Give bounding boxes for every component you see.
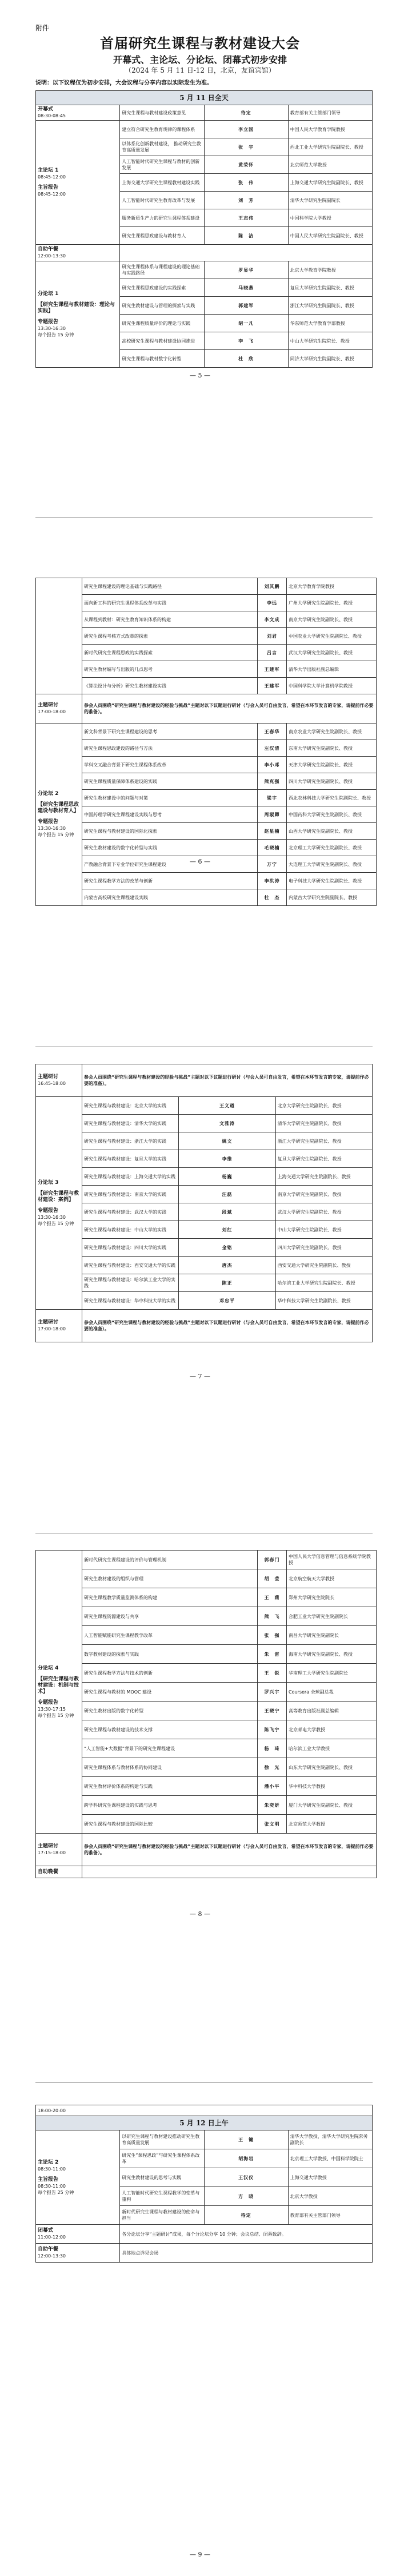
speaker-name: 郭春门 (258, 1551, 287, 1569)
session-label-cell: 分论坛 4 【研究生课程与教材建设：机制与技术】 专题报告 13:30-17:15 每个报告 15 分钟 (36, 1551, 82, 1834)
speaker-affiliation: 电子科技大学研究生院副院长、教授 (287, 873, 377, 889)
speaker-affiliation: 南昌大学研究生院副院长 (287, 1626, 377, 1645)
speaker-name: 李文成 (258, 611, 287, 628)
agenda-row (36, 1257, 373, 1274)
agenda-topic: 研究生课程与教材数字化转型 (120, 350, 204, 368)
speaker-name: 毛晓楠 (258, 840, 287, 856)
agenda-topic: 研究生课程资源建设与共享 (82, 1607, 258, 1626)
agenda-topic: 研究生“课程思政”与研究生课程体系改革 (120, 2149, 204, 2168)
page-number-5: — 5 — (190, 372, 210, 379)
speaker-affiliation: 中国药科大学研究生院副院长、教授 (287, 806, 377, 823)
agenda-row (36, 661, 377, 678)
agenda-row (36, 1569, 377, 1588)
agenda-row (36, 645, 377, 661)
p7-talk2-text: 参会人员围绕“研究生课程与教材建设的经验与挑战”主题对以下议题进行研讨（与会人员可自由发言，希望在本环节发言的专家，请提前作必要的准备）。 (82, 1310, 373, 1342)
agenda-topic: 新时代研究生课程思政的实践探索 (82, 645, 258, 661)
speaker-name: 姚文 (179, 1132, 275, 1150)
agenda-row (36, 1551, 377, 1569)
speaker-affiliation: 中国农业大学研究生院副院长、教授 (287, 628, 377, 645)
speaker-name: 杜 杰 (258, 889, 287, 906)
agenda-row (36, 1607, 377, 1626)
agenda-row (36, 790, 377, 806)
speaker-name: 邓忠平 (179, 1292, 275, 1310)
speaker-affiliation: 教育部有关主管部门领导 (288, 2206, 372, 2225)
agenda-row (36, 1720, 377, 1739)
agenda-topic: 《算法设计与分析》研究生教材建设实践 (82, 678, 258, 694)
agenda-note: 说明：以下议程仅为初步安排，大会议程与分享内容以实际发生为准。 (35, 80, 213, 86)
speaker-name: 胡一凡 (204, 315, 288, 332)
speaker-affiliation: 上海交通大学研究生院副院长、教授 (275, 1168, 372, 1186)
speaker-affiliation: 高等教育出版社副总编辑 (287, 1702, 377, 1720)
p6-talk-text: 参会人员围绕“研究生课程与教材建设的经验与挑战”主题对以下议题进行研讨（与会人员可自由发言，希望在本环节发言的专家，请提前作必要的准备）。 (82, 694, 377, 723)
agenda-topic: 以体系化创新教材建设， 推动研究生教育高质量发展 (120, 138, 204, 156)
agenda-topic: 内蒙古高校研究生课程建设实践 (82, 889, 258, 906)
agenda-topic: 建立符合研究生教育规律的课程体系 (120, 121, 204, 138)
speaker-name: 张 强 (258, 1626, 287, 1645)
speaker-name: 潘小平 (258, 1777, 287, 1796)
agenda-row (36, 757, 377, 773)
speaker-name: 陈正 (179, 1274, 275, 1292)
speaker-affiliation: 中国人民大学研究生院副院长、教授 (288, 227, 372, 245)
agenda-topic: 研究生教材建设的组织与管理 (82, 1569, 258, 1588)
speaker-affiliation: 中山大学研究生院院长、教授 (288, 332, 372, 350)
speaker-name: 汪磊 (179, 1186, 275, 1203)
agenda-topic: 数字教材建设的探索与实践 (82, 1645, 258, 1664)
agenda-topic: 人工智能赋能研究生课程教学改革 (82, 1626, 258, 1645)
agenda-row (36, 1626, 377, 1645)
speaker-name: 王 锐 (258, 1664, 287, 1683)
agenda-row (36, 1758, 377, 1777)
speaker-affiliation: 厦门大学研究生院副院长、教授 (287, 1796, 377, 1815)
agenda-row (36, 1132, 373, 1150)
agenda-topic: 服务新质生产力的研究生课程体系建设 (120, 209, 204, 227)
agenda-row (36, 1168, 373, 1186)
speaker-affiliation: Coursera 全球副总裁 (287, 1683, 377, 1702)
speaker-name: 金铭 (179, 1239, 275, 1257)
speaker-name: 李立国 (204, 121, 288, 138)
agenda-row (36, 1777, 377, 1796)
speaker-name: 徐 光 (258, 1758, 287, 1777)
p8-talk-text: 参会人员围绕“研究生课程与教材建设的经验与挑战”主题对以下议题进行研讨（与会人员可自由发言，希望在本环节发言的专家，请提前作必要的准备）。 (82, 1834, 377, 1866)
agenda-row (36, 889, 377, 906)
speaker-name: 左汉清 (258, 740, 287, 757)
speaker-name: 胡 莹 (258, 1569, 287, 1588)
speaker-name: 陈 洁 (204, 227, 288, 245)
speaker-name: 张 伟 (204, 174, 288, 192)
agenda-topic: 研究生课程质量评价的理论与实践 (120, 315, 204, 332)
appendix-label: 附件 (35, 24, 50, 32)
speaker-name: 张文明 (258, 1815, 287, 1834)
agenda-topic: 研究生课程与教材建设：清华大学的实践 (82, 1115, 179, 1132)
speaker-affiliation: 内蒙古大学研究生院副院长、教授 (287, 889, 377, 906)
agenda-row (36, 1664, 377, 1683)
agenda-topic: 研究生教材建设中的问题与对策 (82, 790, 258, 806)
speaker-affiliation: 天津大学研究生院副院长、教授 (287, 757, 377, 773)
speaker-name: 李 飞 (204, 332, 288, 350)
agenda-row (36, 1588, 377, 1607)
session-label-cell: 主论坛 1 08:45-12:00 主旨报告 08:45-12:00 (36, 121, 120, 245)
speaker-affiliation: 清华大学研究生院副院长 (288, 192, 372, 209)
session-label-cell: 分论坛 2 【研究生课程思政建设与教材育人】 专题报告 13:30-16:30 每个报告 15 分钟 (36, 723, 82, 906)
agenda-row (36, 740, 377, 757)
speaker-name: 罗显华 (204, 261, 288, 279)
page-number-6: — 6 — (190, 858, 210, 865)
speaker-affiliation: 西北农林科技大学研究生院副院长、教授 (287, 790, 377, 806)
speaker-affiliation: 武汉大学研究生院副院长、教授 (275, 1203, 372, 1221)
speaker-affiliation: 海南大学研究生院副院长、教授 (287, 1645, 377, 1664)
session-label-cell: 分论坛 1 【研究生课程与教材建设：理论与实践】 专题报告 13:30-16:30 每个报告 15 分钟 (36, 261, 120, 368)
speaker-affiliation: 北京理工大学研究生院副院长、教授 (287, 840, 377, 856)
agenda-row (36, 121, 373, 138)
session-label-cell: 主论坛 2 08:30-11:00 主旨报告 08:30-11:00 每个报告 25 分钟 (36, 2130, 120, 2225)
speaker-name: 王建军 (258, 661, 287, 678)
agenda-topic: 研究生课程与教材建设：武汉大学的实践 (82, 1203, 179, 1221)
lunch2-text: 具体地点详见会场 (120, 2244, 373, 2263)
opening-cell: 开幕式 08:30-08:45 (36, 105, 120, 121)
speaker-name: 唐杰 (179, 1257, 275, 1274)
agenda-row (36, 678, 377, 694)
speaker-name: 郭建军 (204, 297, 288, 315)
speaker-name: 王 莉 (258, 1588, 287, 1607)
agenda-topic: 从课程到教材：研究生教育知识体系的构建 (82, 611, 258, 628)
speaker-name: 黄荣怀 (204, 156, 288, 174)
agenda-topic: 上海交通大学研究生课程教材建设实践 (120, 174, 204, 192)
speaker-affiliation: 中山大学研究生院副院长、教授 (275, 1221, 372, 1239)
agenda-row (36, 1097, 373, 1115)
agenda-topic: 研究生教材出版的数字化转型 (82, 1702, 258, 1720)
speaker-affiliation: 南京农业大学研究生院副院长、教授 (287, 723, 377, 740)
agenda-topic: 研究生教材建设的思考与实践 (120, 2168, 204, 2187)
speaker-affiliation: 西安交通大学研究生院副院长、教授 (275, 1257, 372, 1274)
agenda-topic: 研究生课程与教材建设：南京大学的实践 (82, 1186, 179, 1203)
speaker-name: 王晓宁 (258, 1702, 287, 1720)
page6-table (35, 578, 373, 906)
agenda-row (36, 611, 377, 628)
speaker-affiliation: 浙江大学研究生院副院长、教授 (288, 297, 372, 315)
speaker-affiliation: 北京邮电大学教授 (287, 1720, 377, 1739)
speaker-affiliation: 清华大学出版社副总编辑 (287, 661, 377, 678)
lunch1-blank (120, 245, 373, 261)
speaker-name: 王义遒 (179, 1097, 275, 1115)
p7-talk2-cell: 主题研讨 17:00-18:00 (36, 1310, 82, 1342)
agenda-topic: 新时代研究生课程与教材建设的使命与担当 (120, 2206, 204, 2225)
speaker-name: 王 键 (204, 2130, 288, 2149)
document-title: 首届研究生课程与教材建设大会 (100, 35, 300, 51)
page9-table (35, 2105, 373, 2263)
page5-table (35, 90, 373, 368)
agenda-topic: 高校研究生课程与教材建设协同推进 (120, 332, 204, 350)
page-number-8: — 8 — (190, 1910, 210, 1918)
agenda-row (36, 1203, 373, 1221)
agenda-topic: 研究生课程与教材建设：四川大学的实践 (82, 1239, 179, 1257)
agenda-topic: “人工智能+大数据”背景下的研究生课程建设 (82, 1739, 258, 1758)
p8-talk-cell: 主题研讨 17:15-18:00 (36, 1834, 82, 1866)
document-subtitle: 开幕式、主论坛、分论坛、闭幕式初步安排 (113, 54, 287, 65)
speaker-name: 万宁 (258, 856, 287, 873)
speaker-affiliation: 合肥工业大学研究生院副院长 (287, 1607, 377, 1626)
agenda-topic: 研究生课程思政建设与教材育人 (120, 227, 204, 245)
agenda-topic: 研究生课程与教材建设：北京大学的实践 (82, 1097, 179, 1115)
agenda-topic: 研究生课程与教材建设：中山大学的实践 (82, 1221, 179, 1239)
speaker-name: 李维 (179, 1150, 275, 1168)
agenda-row (36, 578, 377, 595)
speaker-name: 王志伟 (204, 209, 288, 227)
p7-talk-cell: 主题研讨 16:45-18:00 (36, 1064, 82, 1097)
speaker-affiliation: 复旦大学研究生院副院长、教授 (275, 1150, 372, 1168)
speaker-name: 朱 雷 (258, 1645, 287, 1664)
agenda-topic: 研究生课程质量保障体系建设的实践 (82, 773, 258, 790)
page-number-9: — 9 — (190, 2551, 210, 2558)
agenda-topic: 研究生课程与教材建设：哈尔滨工业大学的实践 (82, 1274, 179, 1292)
agenda-row (36, 628, 377, 645)
agenda-topic: 研究生课程与教材建设的国际比较 (82, 1815, 258, 1834)
speaker-affiliation: 华东师范大学教育学部教授 (288, 315, 372, 332)
opening-item: 研究生课程与教材建设政策意见 (120, 105, 204, 121)
speaker-name: 罗兴宇 (258, 1683, 287, 1702)
lunch1-cell: 自助午餐 12:00-13:30 (36, 245, 120, 261)
speaker-name: 朱奕妍 (258, 1796, 287, 1815)
speaker-name: 李洪涛 (258, 873, 287, 889)
closing-text: 各分论坛分享“主题研讨”成果，每个分论坛分享 10 分钟；会议总结、闭幕致辞。 (120, 2225, 373, 2244)
speaker-affiliation: 中国科学院大学教授 (288, 209, 372, 227)
dinner-blank (82, 1866, 377, 1878)
speaker-affiliation: 同济大学研究生院副院长、教授 (288, 350, 372, 368)
speaker-affiliation: 东南大学研究生院副院长、教授 (287, 740, 377, 757)
speaker-affiliation: 北京师范大学教授 (287, 1815, 377, 1834)
agenda-row (36, 595, 377, 611)
speaker-affiliation: 北京大学教育学院教授 (287, 578, 377, 595)
agenda-topic: 研究生课程体系与课程建设的理论基础与实践路径 (120, 261, 204, 279)
speaker-name: 王春华 (258, 723, 287, 740)
speaker-affiliation: 华南理工大学研究生院副院长 (287, 1664, 377, 1683)
speaker-name: 赵星楠 (258, 823, 287, 840)
page-number-7: — 7 — (190, 1373, 210, 1380)
speaker-affiliation: 四川大学研究生院副院长、教授 (287, 773, 377, 790)
speaker-affiliation: 清华大学研究生院副院长、教授 (275, 1115, 372, 1132)
speaker-name: 段斌 (179, 1203, 275, 1221)
speaker-affiliation: 清华大学教授、清华大学研究生院常务副院长 (288, 2130, 372, 2149)
agenda-topic: 新时代研究生课程建设的评价与管理机制 (82, 1551, 258, 1569)
day2-heading: 5 月 12 日上午 (36, 2116, 373, 2130)
agenda-row (36, 1815, 377, 1834)
session-label-cell (36, 578, 82, 694)
agenda-topic: 研究生课程与教材建设：上海交通大学的实践 (82, 1168, 179, 1186)
speaker-affiliation: 哈尔滨工业大学教授 (287, 1739, 377, 1758)
agenda-topic: 研究生教材建设的数字化转型与实践 (82, 840, 258, 856)
agenda-row (36, 1292, 373, 1310)
speaker-affiliation: 哈尔滨工业大学研究生院副院长、教授 (275, 1274, 372, 1292)
speaker-name: 吕言 (258, 645, 287, 661)
agenda-row (36, 1221, 373, 1239)
speaker-name: 马晓燕 (204, 279, 288, 297)
speaker-affiliation: 四川大学研究生院副院长、教授 (275, 1239, 372, 1257)
agenda-topic: 跨学科研究生课程建设的实践与思考 (82, 1796, 258, 1815)
speaker-affiliation: 西北工业大学研究生院副院长、教授 (288, 138, 372, 156)
agenda-topic: 研究生课程教学方法的改革与创新 (82, 873, 258, 889)
agenda-topic: 人工智能时代研究生课程与教材的创新发展 (120, 156, 204, 174)
speaker-affiliation: 北京理工大学教授、中国科学院院士 (288, 2149, 372, 2168)
agenda-row (36, 723, 377, 740)
agenda-topic: 新文科背景下研究生课程建设的思考 (82, 723, 258, 740)
agenda-topic: 研究生课程教学质量监测体系的构建 (82, 1588, 258, 1607)
speaker-affiliation: 山东大学研究生院副院长、教授 (287, 1758, 377, 1777)
speaker-name: 熊克强 (258, 773, 287, 790)
dinner-cell: 自助晚餐 (36, 1866, 82, 1878)
agenda-topic: 面向新工科的研究生课程体系改革与实践 (82, 595, 258, 611)
speaker-name: 梁宇 (258, 790, 287, 806)
agenda-row (36, 1702, 377, 1720)
agenda-row (36, 773, 377, 790)
speaker-name: 刘红 (179, 1221, 275, 1239)
agenda-row (36, 1274, 373, 1292)
agenda-topic: 研究生课程与教材建设的国际化探索 (82, 823, 258, 840)
agenda-topic: 人工智能时代研究生教育改革与发展 (120, 192, 204, 209)
speaker-affiliation: 复旦大学研究生院副院长、教授 (288, 279, 372, 297)
speaker-affiliation: 南京大学研究生院副院长、教授 (275, 1186, 372, 1203)
agenda-row (36, 823, 377, 840)
agenda-row (36, 1683, 377, 1702)
agenda-topic: 研究生教材建设与管理的探索与实践 (120, 297, 204, 315)
speaker-affiliation: 浙江大学研究生院副院长、教授 (275, 1132, 372, 1150)
agenda-topic: 以研究生课程与教材建设推动研究生教育高质量发展 (120, 2130, 204, 2149)
agenda-topic: 中国药理学研究生课程建设实践与思考 (82, 806, 258, 823)
session-label-cell: 分论坛 3 【研究生课程与教材建设：案例】 专题报告 13:30-16:30 每个报告 15 分钟 (36, 1097, 82, 1310)
agenda-row (36, 840, 377, 856)
agenda-topic: 研究生课程建设的理论基础与实践路径 (82, 578, 258, 595)
lunch2-cell: 自助午餐 12:00-13:30 (36, 2244, 120, 2263)
speaker-affiliation: 中国科学院大学计算机学院教授 (287, 678, 377, 694)
agenda-topic: 研究生课程与教材建设的技术支撑 (82, 1720, 258, 1739)
speaker-name: 周淑卿 (258, 806, 287, 823)
speaker-affiliation: 大连理工大学研究生院副院长、教授 (287, 856, 377, 873)
speaker-name: 熊 飞 (258, 1607, 287, 1626)
agenda-topic: 研究生课程与教材的 MOOC 建设 (82, 1683, 258, 1702)
day1-heading: 5 月 11 日全天 (36, 91, 373, 105)
agenda-row (36, 2130, 373, 2149)
speaker-name: 待定 (204, 2206, 288, 2225)
speaker-name: 刘君 (258, 628, 287, 645)
speaker-affiliation: 北京大学教育学院教授 (288, 261, 372, 279)
speaker-name: 杜 欣 (204, 350, 288, 368)
speaker-name: 刘其鹏 (258, 578, 287, 595)
agenda-topic: 研究生课程与教材建设：复旦大学的实践 (82, 1150, 179, 1168)
speaker-affiliation: 华中科技大学研究生院副院长、教授 (275, 1292, 372, 1310)
closing-cell: 闭幕式 11:00-12:00 (36, 2225, 120, 2244)
speaker-name: 王汉仪 (204, 2168, 288, 2187)
page7-table (35, 1064, 373, 1342)
p7-talk-text: 参会人员围绕“研究生课程与教材建设的经验与挑战”主题对以下议题进行研讨（与会人员可自由发言，希望在本环节发言的专家，请提前作必要的准备）。 (82, 1064, 373, 1097)
agenda-topic: 研究生课程体系与教材体系的协同建设 (82, 1758, 258, 1777)
agenda-row (36, 1796, 377, 1815)
agenda-row (36, 1150, 373, 1168)
speaker-name: 张 宇 (204, 138, 288, 156)
speaker-affiliation: 广州大学研究生院副院长、教授 (287, 595, 377, 611)
speaker-affiliation: 华中科技大学教授 (287, 1777, 377, 1796)
page8-table (35, 1550, 373, 1878)
agenda-topic: 产教融合背景下专业学位研究生课程建设 (82, 856, 258, 873)
speaker-affiliation: 中国人民大学教育学院教授 (288, 121, 372, 138)
speaker-affiliation: 北京师范大学教授 (288, 156, 372, 174)
agenda-topic: 研究生课程思政建设的路径与方法 (82, 740, 258, 757)
agenda-topic: 研究生课程思政建设的实践探索 (120, 279, 204, 297)
p6-talk-cell: 主题研讨 17:00-18:00 (36, 694, 82, 723)
speaker-affiliation: 上海交通大学教授 (288, 2168, 372, 2187)
agenda-topic: 学科交叉融合背景下研究生课程体系改革 (82, 757, 258, 773)
speaker-name: 李小邓 (258, 757, 287, 773)
speaker-name: 杨 琦 (258, 1739, 287, 1758)
speaker-name: 文雅涛 (179, 1115, 275, 1132)
document-date: （2024 年 5 月 11 日-12 日，北京，友谊宾馆） (125, 66, 275, 74)
speaker-affiliation: 北京大学研究生院副院长、教授 (275, 1097, 372, 1115)
speaker-name: 陈飞宇 (258, 1720, 287, 1739)
agenda-row (36, 1115, 373, 1132)
agenda-topic: 人工智能时代研究生课程教学的变革与重构 (120, 2187, 204, 2206)
agenda-row (36, 1645, 377, 1664)
agenda-topic: 研究生课程与教材建设：浙江大学的实践 (82, 1132, 179, 1150)
agenda-row (36, 1739, 377, 1758)
speaker-affiliation: 中国人民大学信息管理与信息系统学院教授 (287, 1551, 377, 1569)
speaker-name: 方 晓 (204, 2187, 288, 2206)
speaker-affiliation: 上海交通大学研究生院副院长、教授 (288, 174, 372, 192)
agenda-topic: 研究生教材评价体系的构建与实践 (82, 1777, 258, 1796)
agenda-topic: 研究生课程考核方式改革的探索 (82, 628, 258, 645)
agenda-topic: 研究生课程与教材建设：西安交通大学的实践 (82, 1257, 179, 1274)
agenda-topic: 研究生课程教学方法与技术的创新 (82, 1664, 258, 1683)
speaker-name: 刘 芳 (204, 192, 288, 209)
speaker-affiliation: 山西大学研究生院副院长、教授 (287, 823, 377, 840)
agenda-row (36, 261, 373, 279)
speaker-affiliation: 南京大学研究生院副院长、教授 (287, 611, 377, 628)
opening-speaker: 待定 (204, 105, 288, 121)
opening-org: 教育部有关主管部门领导 (288, 105, 372, 121)
speaker-name: 李远 (258, 595, 287, 611)
agenda-topic: 研究生课程与教材建设：华中科技大学的实践 (82, 1292, 179, 1310)
speaker-name: 杨巍 (179, 1168, 275, 1186)
agenda-row (36, 806, 377, 823)
speaker-name: 胡海岩 (204, 2149, 288, 2168)
speaker-name: 王建军 (258, 678, 287, 694)
speaker-affiliation: 北京大学教授 (288, 2187, 372, 2206)
agenda-row (36, 873, 377, 889)
speaker-affiliation: 北京航空航天大学教授 (287, 1569, 377, 1588)
agenda-row (36, 1186, 373, 1203)
agenda-row (36, 1239, 373, 1257)
speaker-affiliation: 武汉大学研究生院副院长、教授 (287, 645, 377, 661)
speaker-affiliation: 郑州大学研究生院院长 (287, 1588, 377, 1607)
agenda-topic: 研究生教材编写与出版的几点思考 (82, 661, 258, 678)
day2-top-time: 18:00-20:00 (36, 2105, 373, 2116)
